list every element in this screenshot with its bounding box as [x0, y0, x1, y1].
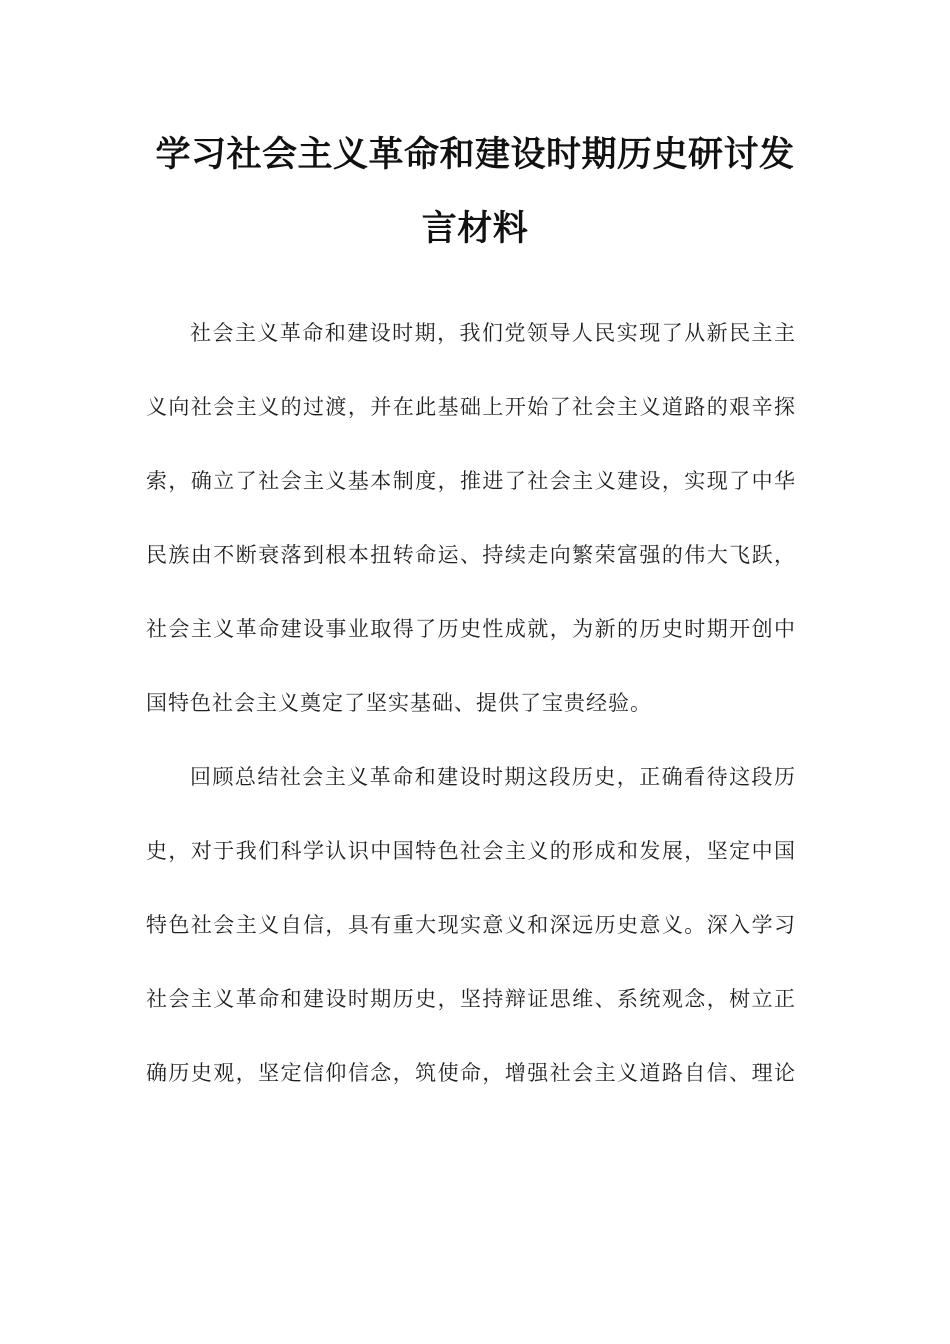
document-title — [140, 118, 810, 266]
paragraph-line: 义向社会主义的过渡，并在此基础上开始了社会主义道路的艰辛探 — [146, 395, 796, 419]
title-line-2: 言材料 — [421, 209, 529, 249]
paragraph-line: 索，确立了社会主义基本制度，推进了社会主义建设，实现了中华 — [146, 469, 796, 493]
paragraph-2 — [146, 740, 796, 1110]
paragraph-1 — [146, 296, 796, 740]
paragraph-line: 社会主义革命建设事业取得了历史性成就，为新的历史时期开创中 — [146, 617, 796, 641]
title-line-1: 学习社会主义革命和建设时期历史研讨发 — [155, 135, 795, 175]
paragraph-line: 确历史观，坚定信仰信念，筑使命，增强社会主义道路自信、理论 — [146, 1061, 796, 1085]
paragraph-line: 史，对于我们科学认识中国特色社会主义的形成和发展，坚定中国 — [146, 839, 796, 863]
paragraph-line: 回顾总结社会主义革命和建设时期这段历史，正确看待这段历 — [190, 765, 796, 789]
paragraph-line: 社会主义革命和建设时期历史，坚持辩证思维、系统观念，树立正 — [146, 987, 796, 1011]
paragraph-line: 民族由不断衰落到根本扭转命运、持续走向繁荣富强的伟大飞跃， — [146, 543, 796, 567]
paragraph-line: 国特色社会主义奠定了坚实基础、提供了宝贵经验。 — [146, 691, 652, 715]
paragraph-line: 社会主义革命和建设时期，我们党领导人民实现了从新民主主 — [190, 321, 796, 345]
document-body — [146, 296, 796, 1110]
paragraph-line: 特色社会主义自信，具有重大现实意义和深远历史意义。深入学习 — [146, 913, 796, 937]
